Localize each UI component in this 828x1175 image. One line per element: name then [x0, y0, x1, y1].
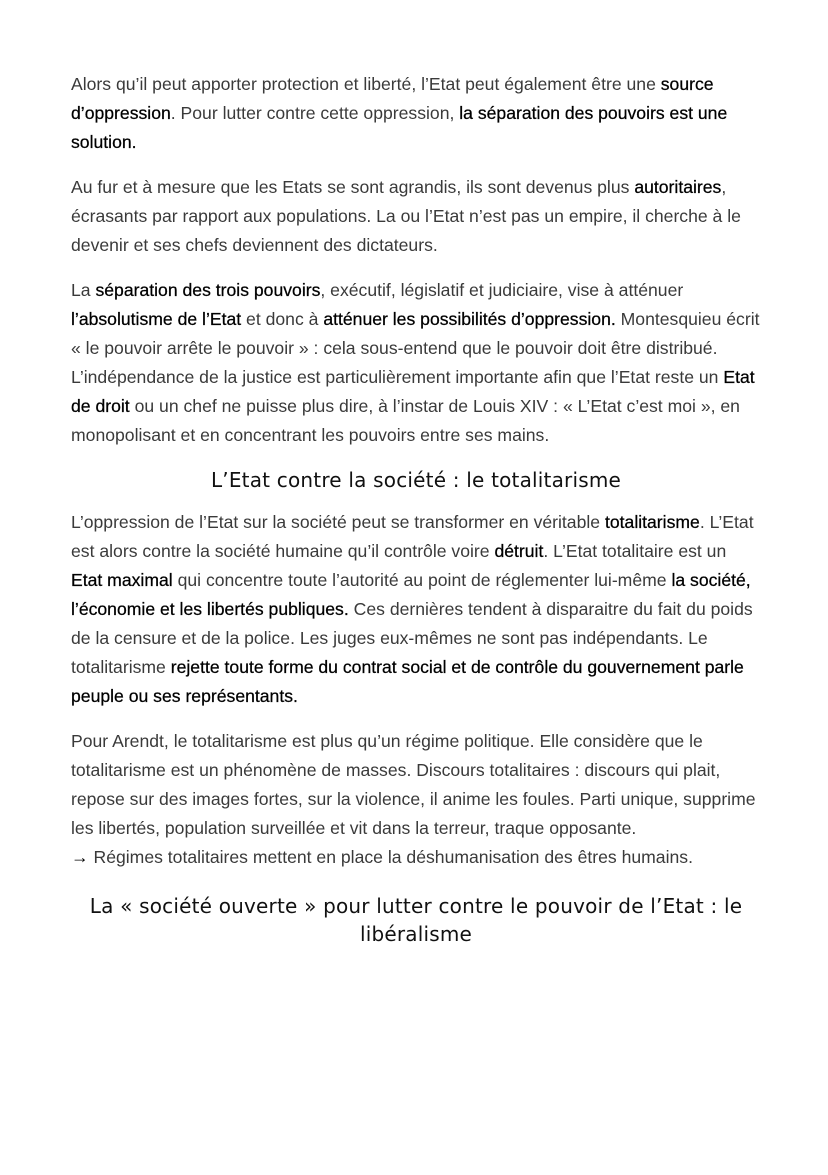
text: Pour Arendt, le totalitarisme est plus qu’un régime politique. Elle considère que le totalitarisme est un phénomène de masses. Discours totalitaires : discours qui plait, repose sur des images fortes, sur la violence, il anime les foules. Parti unique, supprime les libertés, population surveillée et vit dans la terreur, traque opposante.	[71, 731, 756, 838]
document-page	[71, 70, 761, 962]
bold-text: la société, l’économie et les libertés publiques.	[71, 570, 751, 619]
text: Alors qu’il peut apporter protection et liberté, l’Etat peut également être une	[71, 74, 661, 94]
bold-text: détruit	[494, 541, 544, 561]
bold-text: rejette toute forme du contrat social et de contrôle du gouvernement parle peuple ou ses représentants.	[71, 657, 744, 706]
paragraph-totalitarisme	[71, 508, 761, 711]
text: La	[71, 280, 96, 300]
paragraph-separation-pouvoirs	[71, 276, 761, 450]
section-heading-liberalisme: La « société ouverte » pour lutter contre le pouvoir de l’Etat : le libéralisme	[89, 894, 743, 946]
text: . L’Etat est alors contre la société humaine qu’il contrôle voire	[71, 512, 754, 561]
text: L’oppression de l’Etat sur la société peut se transformer en véritable	[71, 512, 605, 532]
text: et donc à	[241, 309, 324, 329]
text: Ces dernières tendent à disparaitre du fait du poids de la censure et de la police. Les juges eux-mêmes ne sont pas indépendants. Le totalitarisme	[71, 599, 753, 677]
bold-text: la séparation des pouvoirs est une solution.	[71, 103, 728, 152]
text: . L’Etat totalitaire est un	[543, 541, 727, 561]
bold-text: l’absolutisme de l’Etat	[71, 309, 242, 329]
paragraph-arendt	[71, 727, 761, 872]
paragraph-autoritaires	[71, 173, 761, 260]
text: Montesquieu écrit « le pouvoir arrête le pouvoir » : cela sous-entend que le pouvoir doit être distribué. L’indépendance de la justice est particulièrement importante afin que l’Etat reste un	[71, 309, 760, 387]
text: ou un chef ne puisse plus dire, à l’instar de Louis XIV : « L’Etat c’est moi », en monopolisant et en concentrant les pouvoirs entre ses mains.	[71, 396, 740, 445]
bold-text: Etat maximal	[71, 570, 173, 590]
arrow-right-icon: →	[71, 847, 89, 867]
bold-text: Etat de droit	[71, 367, 755, 416]
text: Régimes totalitaires mettent en place la déshumanisation des êtres humains.	[88, 847, 693, 867]
bold-text: totalitarisme	[604, 512, 700, 532]
bold-text: séparation des trois pouvoirs	[95, 280, 321, 300]
bold-text: atténuer les possibilités d’oppression.	[323, 309, 616, 329]
bold-text: source d’oppression	[71, 74, 714, 123]
text: , exécutif, législatif et judiciaire, vise à atténuer	[320, 280, 684, 300]
section-heading-totalitarisme: L’Etat contre la société : le totalitarisme	[210, 468, 622, 492]
paragraph-oppression	[71, 70, 761, 157]
text: . Pour lutter contre cette oppression,	[170, 103, 460, 123]
text: , écrasants par rapport aux populations. La ou l’Etat n’est pas un empire, il cherche à le devenir et ses chefs deviennent des dictateurs.	[71, 177, 741, 255]
text: Au fur et à mesure que les Etats se sont agrandis, ils sont devenus plus	[71, 177, 635, 197]
bold-text: autoritaires	[634, 177, 722, 197]
text: qui concentre toute l’autorité au point de réglementer lui-même	[172, 570, 672, 590]
